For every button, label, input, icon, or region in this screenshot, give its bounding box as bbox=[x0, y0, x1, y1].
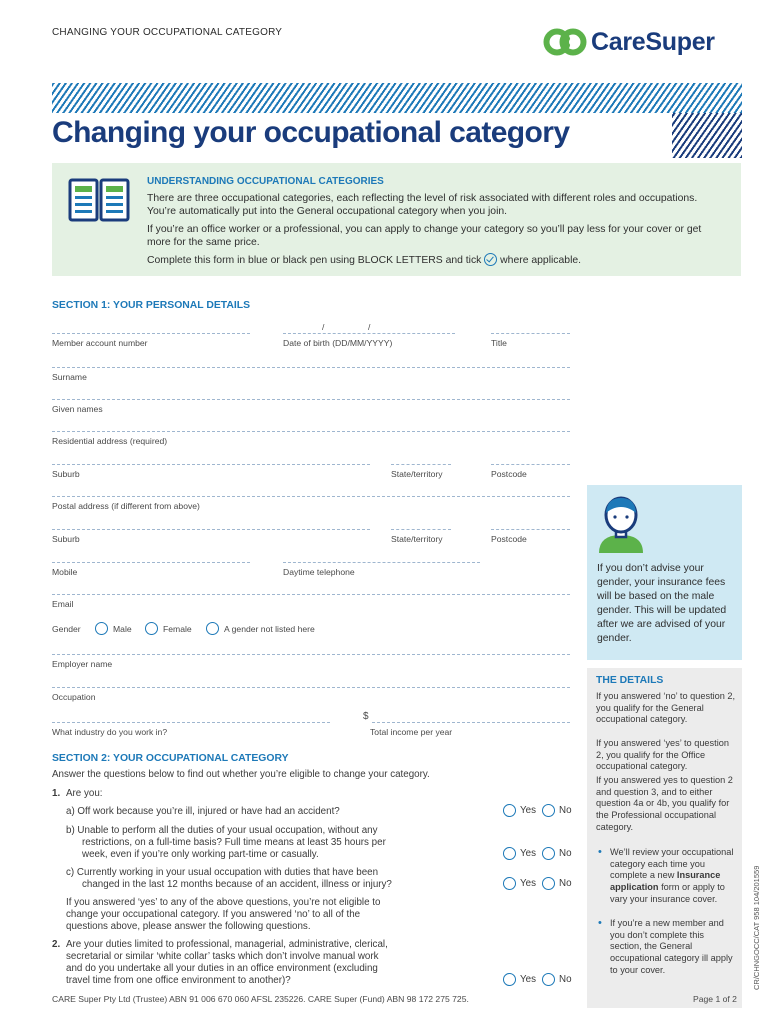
surname-label: Surname bbox=[52, 372, 87, 382]
occupation-field[interactable] bbox=[52, 687, 570, 688]
question-1a-no-radio[interactable] bbox=[542, 804, 555, 817]
details-bullet-1 bbox=[596, 847, 738, 906]
given-names-label: Given names bbox=[52, 404, 103, 414]
logo-text: CareSuper bbox=[591, 27, 715, 56]
intro-paragraph-1: There are three occupational categories, each reflecting the level of risk associated with different roles and occupations. You’re automatically put into the General occupational category when you join. bbox=[147, 193, 698, 217]
employer-name-label: Employer name bbox=[52, 659, 113, 669]
question-2-no-radio[interactable] bbox=[542, 973, 555, 986]
decorative-stripe-right bbox=[670, 113, 742, 158]
question-1a-no[interactable] bbox=[542, 804, 572, 817]
dob-separator: / bbox=[322, 322, 325, 332]
intro-paragraph-3-end: where applicable. bbox=[500, 255, 582, 266]
question-2-yes[interactable] bbox=[503, 973, 536, 986]
state-field[interactable] bbox=[391, 464, 451, 465]
question-1c-yes-label: Yes bbox=[520, 878, 536, 889]
details-bullet-2: • If you’re a new member and you don’t complete this section, the General occupational category ill apply to your cover. bbox=[596, 918, 738, 977]
residential-address-field[interactable] bbox=[52, 431, 570, 432]
person-icon bbox=[595, 493, 647, 555]
postal-postcode-label: Postcode bbox=[491, 534, 527, 544]
question-1b-line-2: restrictions, on a full-time basis? Full time means at least 35 hours per bbox=[82, 837, 386, 848]
details-bullet-1-start: We’ll review your occupational category each time you complete a new bbox=[610, 847, 734, 881]
question-1b-no-label: No bbox=[559, 848, 572, 859]
intro-paragraph-3-start: Complete this form in blue or black pen using BLOCK LETTERS and tick bbox=[147, 255, 482, 266]
dob-label: Date of birth (DD/MM/YYYY) bbox=[283, 338, 393, 348]
email-label: Email bbox=[52, 599, 74, 609]
gender-not-listed-radio[interactable] bbox=[206, 622, 219, 635]
details-bullet-1-bold: Insurance application bbox=[610, 870, 721, 893]
page-number: Page 1 of 2 bbox=[693, 994, 737, 1004]
details-paragraph-1: If you answered ‘no’ to question 2, you qualify for the General occupational category. bbox=[596, 691, 736, 725]
question-2-yes-radio[interactable] bbox=[503, 973, 516, 986]
question-1b-yes-radio[interactable] bbox=[503, 847, 516, 860]
question-1c-no-label: No bbox=[559, 878, 572, 889]
form-code: CR/CHNGOCC/CAT 958 104/201559 bbox=[752, 865, 761, 990]
question-1b-yes[interactable] bbox=[503, 847, 536, 860]
question-1a-yes[interactable] bbox=[503, 804, 536, 817]
tick-icon bbox=[484, 253, 497, 266]
details-paragraph-3: If you answered yes to question 2 and question 3, and to either question 4a or 4b, you qualify for the Professional occupational category. bbox=[596, 775, 733, 832]
intro-paragraph-2: If you’re an office worker or a professional, you can apply to change your category so you’ll pay less for your cover or get more for the same price. bbox=[147, 224, 702, 248]
question-2-line-2: secretarial or similar ‘white collar’ tasks which don’t involve manual work bbox=[66, 951, 379, 962]
eligibility-note-line-3: questions above, please answer the following questions. bbox=[66, 921, 311, 932]
dob-field[interactable] bbox=[283, 333, 455, 334]
section1-heading: SECTION 1: YOUR PERSONAL DETAILS bbox=[52, 300, 251, 311]
daytime-telephone-label: Daytime telephone bbox=[283, 567, 355, 577]
question-2-no[interactable] bbox=[542, 973, 572, 986]
total-income-field[interactable] bbox=[372, 722, 570, 723]
question-2-yes-label: Yes bbox=[520, 974, 536, 985]
postal-state-label: State/territory bbox=[391, 534, 443, 544]
member-account-field[interactable] bbox=[52, 333, 250, 334]
page-title: Changing your occupational category bbox=[52, 116, 570, 149]
question-1b-no-radio[interactable] bbox=[542, 847, 555, 860]
dob-separator: / bbox=[368, 322, 371, 332]
question-1a-yes-radio[interactable] bbox=[503, 804, 516, 817]
residential-address-label: Residential address (required) bbox=[52, 436, 168, 446]
question-1a-no-label: No bbox=[559, 805, 572, 816]
postal-state-field[interactable] bbox=[391, 529, 451, 530]
decorative-stripe bbox=[52, 83, 742, 113]
state-label: State/territory bbox=[391, 469, 443, 479]
question-2-line-4: travel time from one office environment to another)? bbox=[66, 975, 291, 986]
caresuper-logo bbox=[543, 24, 743, 60]
postal-suburb-label: Suburb bbox=[52, 534, 80, 544]
postal-address-label: Postal address (if different from above) bbox=[52, 501, 200, 511]
eligibility-note-line-1: If you answered ‘yes’ to any of the above questions, you’re not eligible to bbox=[66, 897, 381, 908]
member-account-label: Member account number bbox=[52, 338, 148, 348]
question-1-number: 1. bbox=[52, 788, 61, 799]
caresuper-logo-icon bbox=[543, 27, 587, 57]
question-2-no-label: No bbox=[559, 974, 572, 985]
question-1b-yes-label: Yes bbox=[520, 848, 536, 859]
intro-heading: UNDERSTANDING OCCUPATIONAL CATEGORIES bbox=[147, 176, 384, 187]
gender-label: Gender bbox=[52, 624, 81, 634]
details-paragraph-2: If you answered ‘yes’ to question 2, you qualify for the Office occupational category. bbox=[596, 738, 729, 772]
question-1b-no[interactable] bbox=[542, 847, 572, 860]
question-1-text: Are you: bbox=[66, 788, 103, 799]
details-heading: THE DETAILS bbox=[596, 675, 664, 686]
question-1c-no[interactable] bbox=[542, 877, 572, 890]
gender-not-listed-label: A gender not listed here bbox=[224, 624, 315, 634]
section2-intro: Answer the questions below to find out whether you’re eligible to change your category. bbox=[52, 769, 430, 780]
question-1b-line-3: week, even if you’re only working part-time or casually. bbox=[82, 849, 319, 860]
surname-field[interactable] bbox=[52, 367, 570, 368]
question-1b-line-1: b) Unable to perform all the duties of your usual occupation, without any bbox=[66, 825, 378, 836]
mobile-label: Mobile bbox=[52, 567, 78, 577]
question-2-line-1: Are your duties limited to professional, managerial, administrative, clerical, bbox=[66, 939, 388, 950]
question-2-number: 2. bbox=[52, 939, 61, 950]
suburb-field[interactable] bbox=[52, 464, 370, 465]
question-1c-line-1: c) Currently working in your usual occupation with duties that have been bbox=[66, 867, 379, 878]
question-1c-yes-radio[interactable] bbox=[503, 877, 516, 890]
email-field[interactable] bbox=[52, 594, 570, 595]
postcode-label: Postcode bbox=[491, 469, 527, 479]
question-1a-yes-label: Yes bbox=[520, 805, 536, 816]
section2-heading: SECTION 2: YOUR OCCUPATIONAL CATEGORY bbox=[52, 753, 289, 764]
industry-field[interactable] bbox=[52, 722, 330, 723]
eligibility-note-line-2: change your occupational category. If you answered ‘no’ to all of the bbox=[66, 909, 361, 920]
dollar-sign: $ bbox=[363, 711, 369, 722]
industry-label: What industry do you work in? bbox=[52, 727, 168, 737]
question-1c-no-radio[interactable] bbox=[542, 877, 555, 890]
title-label: Title bbox=[491, 338, 507, 348]
header-label: CHANGING YOUR OCCUPATIONAL CATEGORY bbox=[52, 27, 283, 38]
footer-text: CARE Super Pty Ltd (Trustee) ABN 91 006 670 060 AFSL 235226. CARE Super (Fund) ABN 98 172 275 725. bbox=[52, 994, 469, 1004]
gender-note-text: If you don’t advise your gender, your insurance fees will be based on the male gender. This will be updated after we are advised of your gender. bbox=[597, 563, 727, 644]
gender-male-radio[interactable] bbox=[95, 622, 108, 635]
postal-postcode-field[interactable] bbox=[491, 529, 570, 530]
daytime-telephone-field[interactable] bbox=[283, 562, 480, 563]
postcode-field[interactable] bbox=[491, 464, 570, 465]
total-income-label: Total income per year bbox=[370, 727, 453, 737]
postal-suburb-field[interactable] bbox=[52, 529, 370, 530]
employer-name-field[interactable] bbox=[52, 654, 570, 655]
suburb-label: Suburb bbox=[52, 469, 80, 479]
occupation-label: Occupation bbox=[52, 692, 96, 702]
question-1c-yes[interactable] bbox=[503, 877, 536, 890]
gender-female-radio[interactable] bbox=[145, 622, 158, 635]
details-bullet-1-end: form or apply to vary your insurance cover. bbox=[610, 882, 725, 904]
question-1a-text: a) Off work because you’re ill, injured or have had an accident? bbox=[66, 806, 340, 817]
given-names-field[interactable] bbox=[52, 399, 570, 400]
postal-address-field[interactable] bbox=[52, 496, 570, 497]
gender-male-label: Male bbox=[113, 624, 132, 634]
book-icon bbox=[68, 176, 130, 224]
question-2-line-3: and do you undertake all your duties in an office environment (excluding bbox=[66, 963, 378, 974]
mobile-field[interactable] bbox=[52, 562, 250, 563]
intro-paragraph-3 bbox=[147, 253, 727, 267]
title-field[interactable] bbox=[491, 333, 570, 334]
question-1c-line-2: changed in the last 12 months because of an accident, illness or injury? bbox=[82, 879, 392, 890]
gender-female-label: Female bbox=[163, 624, 192, 634]
